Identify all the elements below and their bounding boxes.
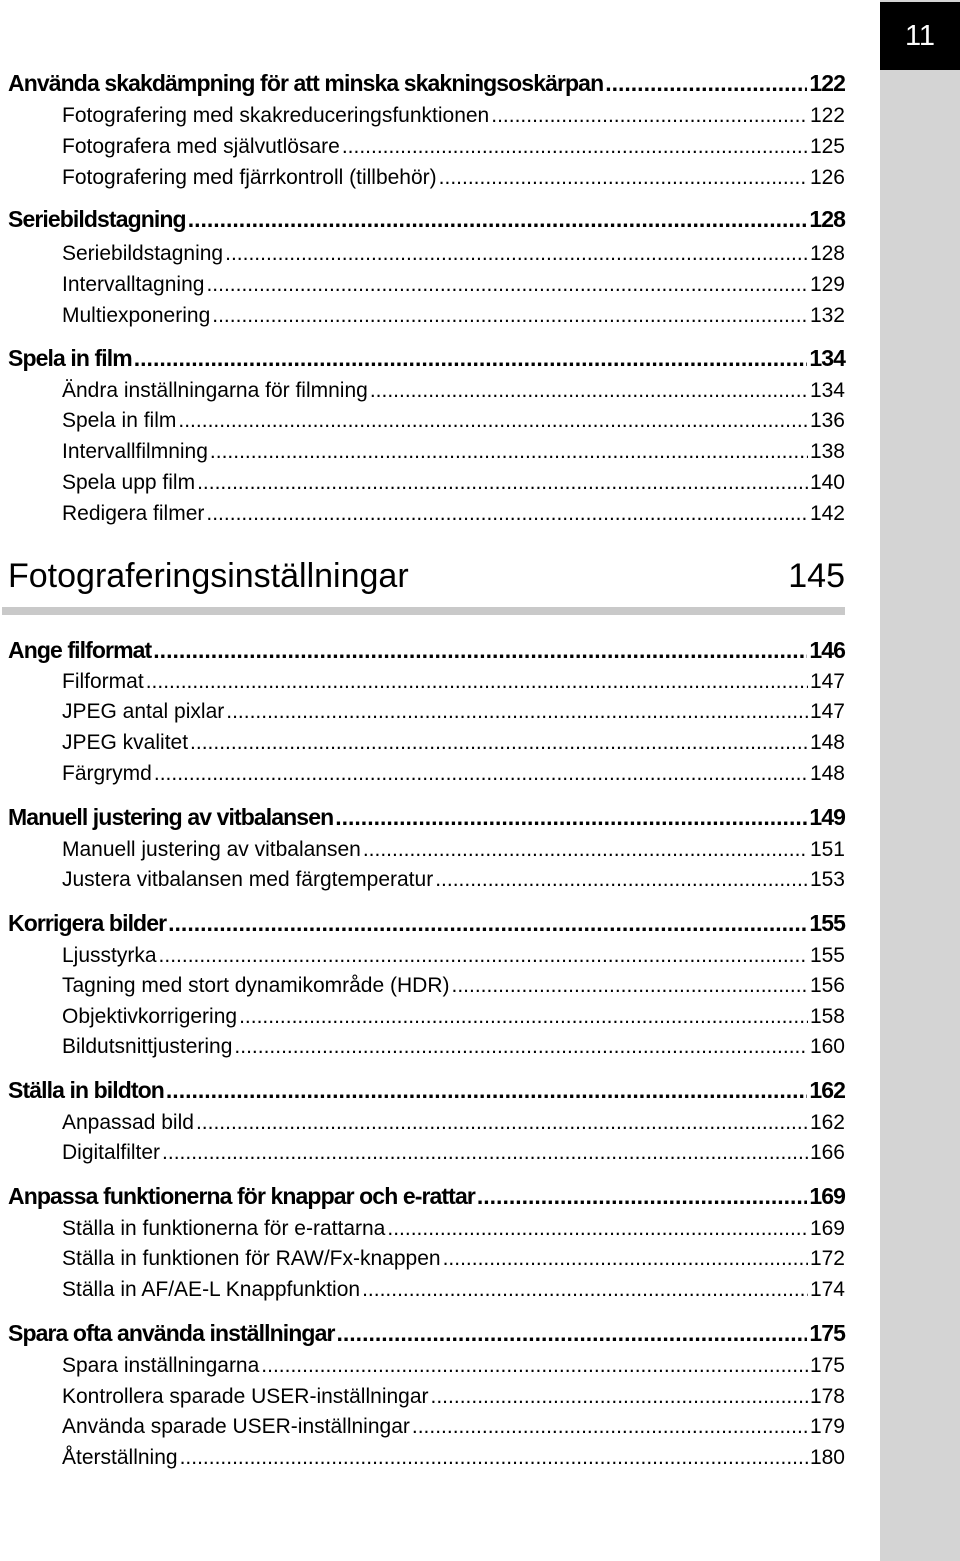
toc-entry-page: 148	[809, 731, 845, 754]
toc-entry-label: Kontrollera sparade USER-inställningar	[62, 1385, 429, 1408]
toc-entry-page: 134	[809, 345, 845, 371]
dot-leader	[190, 731, 808, 755]
toc-entry-label: Återställning	[62, 1446, 178, 1469]
toc-entry-label: Fotografera med självutlösare	[62, 135, 340, 158]
toc-entry-label: Korrigera bilder	[8, 910, 167, 936]
toc-entry-sub[interactable]	[0, 440, 845, 472]
toc-entry-page: 151	[809, 838, 845, 861]
toc-entry-label: Fotografering med fjärrkontroll (tillbehör)	[62, 166, 437, 189]
toc-entry-page: 178	[809, 1385, 845, 1408]
dot-leader	[387, 1217, 808, 1241]
toc-entry-label: Anpassad bild	[62, 1111, 194, 1134]
dot-leader	[159, 944, 808, 968]
toc-entry-label: Ange filformat	[8, 637, 152, 663]
toc-entry-page: 156	[809, 974, 845, 997]
toc-entry-page: 155	[809, 944, 845, 967]
dot-leader	[239, 1005, 808, 1029]
toc-entry-page: 175	[809, 1320, 845, 1346]
toc-entry-sub[interactable]	[0, 1005, 845, 1037]
toc-entry-label: Ställa in funktionen för RAW/Fx-knappen	[62, 1247, 441, 1270]
dot-leader	[146, 670, 808, 694]
chapter-title: Fotograferingsinställningar	[8, 557, 409, 595]
toc-entry-sub[interactable]	[0, 838, 845, 870]
chapter-heading[interactable]	[8, 557, 845, 603]
toc-entry-sub[interactable]	[0, 1247, 845, 1279]
toc-entry-sub[interactable]	[0, 1446, 845, 1478]
toc-entry-page: 138	[809, 440, 845, 463]
toc-entry-page: 125	[809, 135, 845, 158]
toc-entry-label: Färgrymd	[62, 762, 152, 785]
dot-leader	[234, 1035, 808, 1059]
dot-leader	[212, 304, 808, 328]
toc-entry-page: 162	[809, 1077, 845, 1103]
toc-entry-sub[interactable]	[0, 1217, 845, 1249]
toc-entry-page: 134	[809, 379, 845, 402]
toc-entry-page: 155	[809, 910, 845, 936]
toc-entry-label: Ställa in bildton	[8, 1077, 164, 1103]
toc-entry-page: 147	[809, 670, 845, 693]
dot-leader	[180, 1446, 808, 1470]
toc-entry-page: 126	[809, 166, 845, 189]
dot-leader	[134, 345, 808, 372]
toc-entry-sub[interactable]	[0, 1415, 845, 1447]
toc-entry-label: Anpassa funktionerna för knappar och e-rattar	[8, 1183, 475, 1209]
page-tab-number: 11	[880, 2, 960, 70]
toc-entry-label: Använda skakdämpning för att minska skakningsoskärpan	[8, 70, 604, 96]
toc-entry-sub[interactable]	[0, 1111, 845, 1143]
toc-entry-label: Seriebildstagning	[8, 206, 186, 232]
toc-entry-page: 128	[809, 206, 845, 232]
toc-entry-main[interactable]	[0, 345, 845, 377]
dot-leader	[196, 1111, 808, 1135]
toc-entry-label: Intervalltagning	[62, 273, 205, 296]
dot-leader	[153, 637, 807, 664]
dot-leader	[412, 1415, 808, 1439]
toc-entry-page: 180	[809, 1446, 845, 1469]
toc-entry-main[interactable]	[0, 1183, 845, 1215]
toc-entry-page: 142	[809, 502, 845, 525]
toc-entry-sub[interactable]	[0, 304, 845, 336]
toc-entry-sub[interactable]	[0, 166, 845, 198]
toc-entry-sub[interactable]	[0, 762, 845, 794]
chapter-page: 145	[788, 557, 845, 595]
toc-entry-main[interactable]	[0, 1320, 845, 1352]
toc-entry-label: Seriebildstagning	[62, 242, 224, 265]
dot-leader	[451, 974, 807, 998]
toc-entry-sub[interactable]	[0, 1385, 845, 1417]
toc-entry-main[interactable]	[0, 637, 845, 669]
dot-leader	[335, 804, 807, 831]
toc-entry-sub[interactable]	[0, 242, 845, 274]
dot-leader	[226, 700, 808, 724]
toc-entry-sub[interactable]	[0, 135, 845, 167]
toc-entry-label: Ställa in AF/AE-L Knappfunktion	[62, 1278, 361, 1301]
toc-entry-sub[interactable]	[0, 409, 845, 441]
toc-entry-page: 169	[809, 1183, 845, 1209]
toc-entry-label: Fotografering med skakreduceringsfunktionen	[62, 104, 490, 127]
toc-entry-main[interactable]	[0, 1077, 845, 1109]
dot-leader	[363, 838, 808, 862]
toc-entry-main[interactable]	[0, 804, 845, 836]
toc-entry-label: Multiexponering	[62, 304, 211, 327]
dot-leader	[188, 206, 808, 233]
toc-entry-label: Digitalfilter	[62, 1141, 161, 1164]
toc-entry-sub[interactable]	[0, 502, 845, 534]
dot-leader	[337, 1320, 808, 1347]
toc-entry-sub[interactable]	[0, 700, 845, 732]
dot-leader	[342, 135, 808, 159]
toc-entry-sub[interactable]	[0, 670, 845, 702]
toc-entry-page: 136	[809, 409, 845, 432]
toc-entry-label: Spara inställningarna	[62, 1354, 260, 1377]
toc-entry-page: 160	[809, 1035, 845, 1058]
toc-entry-page: 174	[809, 1278, 845, 1301]
dot-leader	[206, 273, 808, 297]
toc-entry-label: Justera vitbalansen med färgtemperatur	[62, 868, 434, 891]
dot-leader	[225, 242, 808, 266]
toc-entry-page: 122	[809, 70, 845, 96]
toc-entry-sub[interactable]	[0, 1141, 845, 1173]
toc-entry-sub[interactable]	[0, 104, 845, 136]
toc-entry-page: 175	[809, 1354, 845, 1377]
toc-entry-main[interactable]	[0, 70, 845, 102]
toc-entry-page: 129	[809, 273, 845, 296]
toc-entry-page: 132	[809, 304, 845, 327]
dot-leader	[431, 1385, 808, 1409]
toc-entry-sub[interactable]	[0, 731, 845, 763]
toc-entry-label: Spela in film	[8, 345, 132, 371]
toc-entry-page: 122	[809, 104, 845, 127]
toc-entry-page: 172	[809, 1247, 845, 1270]
chapter-divider	[2, 607, 845, 615]
dot-leader	[362, 1278, 808, 1302]
dot-leader	[491, 104, 808, 128]
dot-leader	[206, 502, 808, 526]
toc-entry-label: Manuell justering av vitbalansen	[62, 838, 361, 861]
toc-entry-label: Spela in film	[62, 409, 177, 432]
toc-entry-page: 169	[809, 1217, 845, 1240]
toc-entry-main[interactable]	[0, 910, 845, 942]
toc-entry-label: Filformat	[62, 670, 144, 693]
toc-entry-label: Tagning med stort dynamikområde (HDR)	[62, 974, 450, 997]
dot-leader	[162, 1141, 808, 1165]
toc-entry-sub[interactable]	[0, 1354, 845, 1386]
dot-leader	[210, 440, 808, 464]
toc-entry-sub[interactable]	[0, 944, 845, 976]
toc-entry-sub[interactable]	[0, 974, 845, 1006]
toc-entry-sub[interactable]	[0, 868, 845, 900]
toc-entry-label: Ställa in funktionerna för e-rattarna	[62, 1217, 386, 1240]
toc-entry-page: 158	[809, 1005, 845, 1028]
toc-entry-page: 162	[809, 1111, 845, 1134]
toc-entry-label: Ljusstyrka	[62, 944, 157, 967]
dot-leader	[261, 1354, 808, 1378]
dot-leader	[168, 910, 807, 937]
toc-entry-label: JPEG antal pixlar	[62, 700, 225, 723]
toc-entry-sub[interactable]	[0, 1035, 845, 1067]
dot-leader	[197, 471, 808, 495]
toc-entry-sub[interactable]	[0, 379, 845, 411]
toc-entry-label: Intervallfilmning	[62, 440, 208, 463]
toc-entry-page: 146	[809, 637, 845, 663]
dot-leader	[154, 762, 808, 786]
toc-entry-label: JPEG kvalitet	[62, 731, 189, 754]
toc-entry-sub[interactable]	[0, 1278, 845, 1310]
toc-entry-page: 140	[809, 471, 845, 494]
toc-entry-label: Använda sparade USER-inställningar	[62, 1415, 410, 1438]
toc-entry-sub[interactable]	[0, 471, 845, 503]
toc-entry-page: 153	[809, 868, 845, 891]
dot-leader	[443, 1247, 808, 1271]
toc-entry-page: 148	[809, 762, 845, 785]
toc-entry-sub[interactable]	[0, 273, 845, 305]
toc-entry-label: Redigera filmer	[62, 502, 205, 525]
toc-entry-label: Objektivkorrigering	[62, 1005, 238, 1028]
toc-entry-main[interactable]	[0, 206, 845, 238]
toc-entry-label: Manuell justering av vitbalansen	[8, 804, 334, 830]
toc-entry-label: Ändra inställningarna för filmning	[62, 379, 368, 402]
toc-entry-label: Spela upp film	[62, 471, 196, 494]
toc-entry-label: Bildutsnittjustering	[62, 1035, 233, 1058]
toc-entry-page: 179	[809, 1415, 845, 1438]
dot-leader	[166, 1077, 807, 1104]
dot-leader	[439, 166, 808, 190]
dot-leader	[477, 1183, 807, 1210]
dot-leader	[178, 409, 808, 433]
toc-entry-page: 149	[809, 804, 845, 830]
dot-leader	[370, 379, 808, 403]
toc-entry-page: 147	[809, 700, 845, 723]
toc-entry-page: 166	[809, 1141, 845, 1164]
toc-entry-page: 128	[809, 242, 845, 265]
toc-entry-label: Spara ofta använda inställningar	[8, 1320, 335, 1346]
dot-leader	[605, 70, 807, 97]
dot-leader	[435, 868, 808, 892]
